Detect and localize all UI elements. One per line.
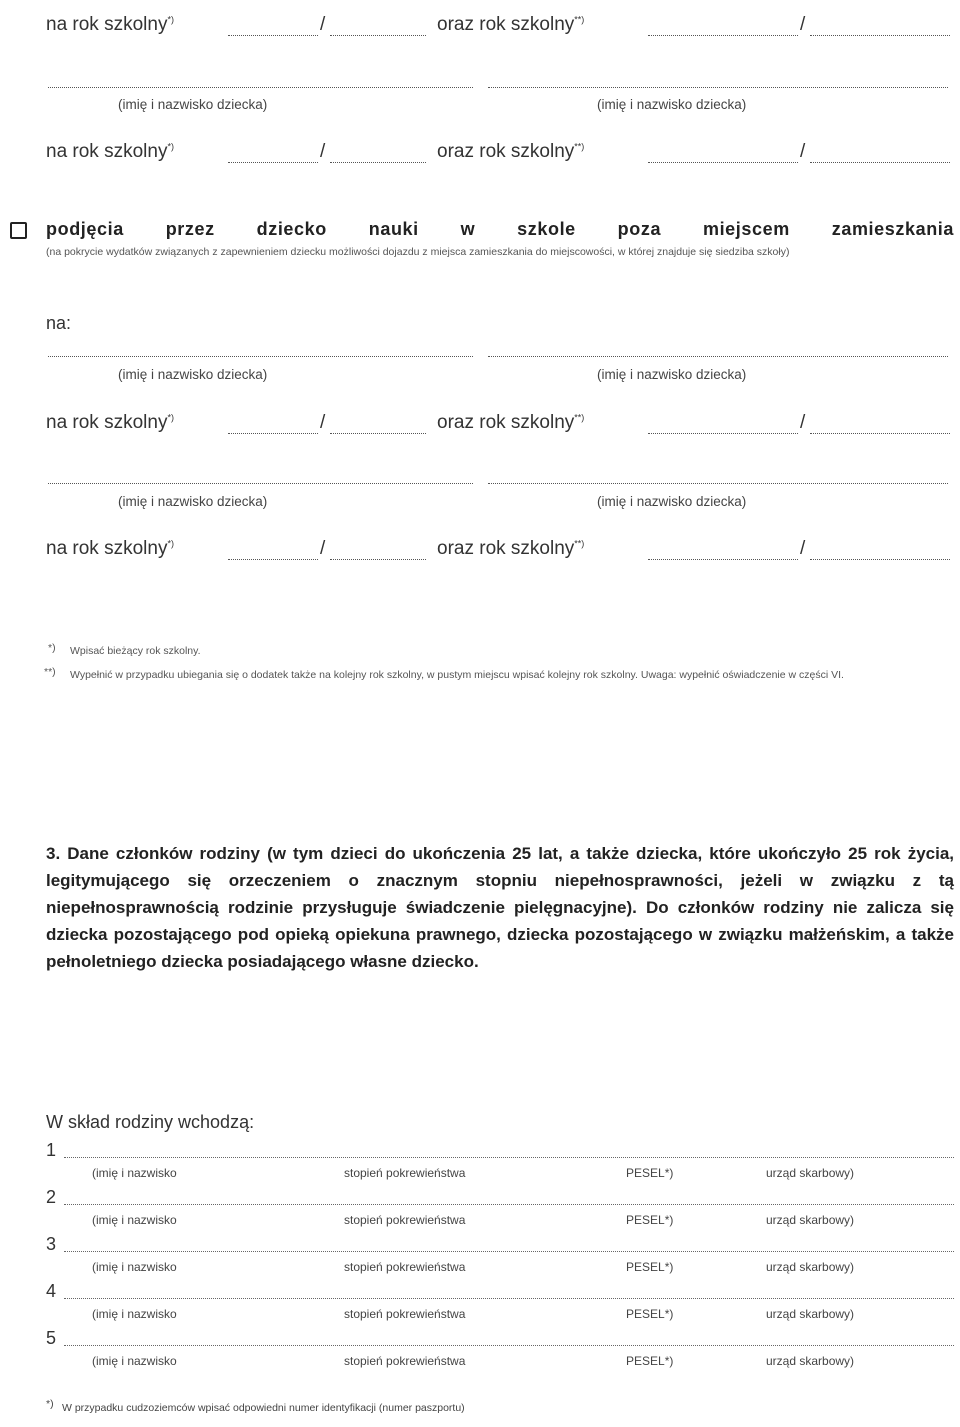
member-col-relation: stopień pokrewieństwa <box>344 1213 466 1227</box>
member-field[interactable] <box>64 1250 954 1252</box>
member-col-tax-office: urząd skarbowy) <box>766 1260 855 1274</box>
member-number: 2 <box>46 1187 57 1207</box>
year-row-and-wrap: oraz rok szkolny**) <box>437 14 585 35</box>
member-number: 1 <box>46 1140 57 1160</box>
member-col-pesel: PESEL*) <box>626 1166 674 1180</box>
slash: / <box>800 538 806 559</box>
slash: / <box>800 14 806 35</box>
slash: / <box>800 412 806 433</box>
year-field[interactable] <box>810 34 950 36</box>
member-col-relation: stopień pokrewieństwa <box>344 1354 466 1368</box>
year-row-and-label: oraz rok szkolny <box>437 412 575 433</box>
child-name-caption: (imię i nazwisko dziecka) <box>597 97 747 112</box>
year-row-label: na rok szkolny <box>46 412 168 433</box>
slash: / <box>320 412 326 433</box>
note-marker: **) <box>44 666 56 678</box>
year-field[interactable] <box>648 161 798 163</box>
member-col-tax-office: urząd skarbowy) <box>766 1213 855 1227</box>
member-col-pesel: PESEL*) <box>626 1307 674 1321</box>
year-row-3: na rok szkolny*) <box>46 412 174 433</box>
member-col-relation: stopień pokrewieństwa <box>344 1307 466 1321</box>
child-name-field[interactable] <box>488 355 948 357</box>
year-field[interactable] <box>228 161 318 163</box>
slash: / <box>320 538 326 559</box>
year-row-and-wrap: oraz rok szkolny**) <box>437 412 585 433</box>
member-col-pesel: PESEL*) <box>626 1354 674 1368</box>
year-row-label: na rok szkolny <box>46 14 168 35</box>
member-col-pesel: PESEL*) <box>626 1260 674 1274</box>
year-field[interactable] <box>648 432 798 434</box>
year-row-2: na rok szkolny*) <box>46 141 174 162</box>
year-row-1: na rok szkolny*) <box>46 14 174 35</box>
year-field[interactable] <box>648 34 798 36</box>
member-col-relation: stopień pokrewieństwa <box>344 1166 466 1180</box>
year-row-and-label: oraz rok szkolny <box>437 538 575 559</box>
member-col-tax-office: urząd skarbowy) <box>766 1166 855 1180</box>
child-name-caption: (imię i nazwisko dziecka) <box>118 494 268 509</box>
year-field[interactable] <box>810 161 950 163</box>
year-row-and-label: oraz rok szkolny <box>437 141 575 162</box>
year-field[interactable] <box>810 432 950 434</box>
year-row-label: na rok szkolny <box>46 538 168 559</box>
na-label: na: <box>46 313 72 333</box>
member-field[interactable] <box>64 1203 954 1205</box>
member-col-tax-office: urząd skarbowy) <box>766 1354 855 1368</box>
child-name-caption: (imię i nazwisko dziecka) <box>118 367 268 382</box>
slash: / <box>320 141 326 162</box>
member-number: 3 <box>46 1234 57 1254</box>
note-text: Wypełnić w przypadku ubiegania się o dodatek także na kolejny rok szkolny, w pustym miejscu wpisać kolejny rok szkolny. Uwaga: wypełnić oświadczenie w części VI. <box>70 669 844 681</box>
member-col-name: (imię i nazwisko <box>92 1213 177 1227</box>
year-row-label: na rok szkolny <box>46 141 168 162</box>
member-number: 4 <box>46 1281 57 1301</box>
child-name-caption: (imię i nazwisko dziecka) <box>597 494 747 509</box>
member-col-name: (imię i nazwisko <box>92 1307 177 1321</box>
member-col-pesel: PESEL*) <box>626 1213 674 1227</box>
year-field[interactable] <box>648 558 798 560</box>
option-heading: podjęcia przez dziecko nauki w szkole poza miejscem zamieszkania <box>46 219 954 239</box>
note-marker: *) <box>48 642 56 654</box>
child-name-field[interactable] <box>488 86 948 88</box>
year-row-and-label: oraz rok szkolny <box>437 14 575 35</box>
year-row-and-wrap: oraz rok szkolny**) <box>437 538 585 559</box>
child-name-field[interactable] <box>488 482 948 484</box>
option-checkbox[interactable] <box>10 222 27 239</box>
year-row-4: na rok szkolny*) <box>46 538 174 559</box>
member-number: 5 <box>46 1328 57 1348</box>
child-name-caption: (imię i nazwisko dziecka) <box>597 367 747 382</box>
family-label: W skład rodziny wchodzą: <box>46 1112 255 1132</box>
member-col-relation: stopień pokrewieństwa <box>344 1260 466 1274</box>
year-row-and-wrap: oraz rok szkolny**) <box>437 141 585 162</box>
child-name-field[interactable] <box>48 86 473 88</box>
year-field[interactable] <box>330 432 426 434</box>
year-field[interactable] <box>228 558 318 560</box>
child-name-caption: (imię i nazwisko dziecka) <box>118 97 268 112</box>
member-col-name: (imię i nazwisko <box>92 1166 177 1180</box>
note-text: Wpisać bieżący rok szkolny. <box>70 645 201 657</box>
child-name-field[interactable] <box>48 482 473 484</box>
slash: / <box>320 14 326 35</box>
year-field[interactable] <box>330 558 426 560</box>
slash: / <box>800 141 806 162</box>
section-3-text: 3. Dane członków rodziny (w tym dzieci do ukończenia 25 lat, a także dziecka, które ukończyło 25 rok życia, legitymującego się orzeczeniem o znacznym stopniu niepełnosprawności, jeżeli w związku z tą niepełnosprawnością rodzinie przysługuje świadczenie pielęgnacyjne). Do członków rodziny nie zalicza się dziecka pozostającego pod opieką opiekuna prawnego, dziecka pozostającego w związku małżeńskim, a także pełnoletniego dziecka posiadającego własne dziecko. <box>46 844 954 971</box>
child-name-field[interactable] <box>48 355 473 357</box>
year-field[interactable] <box>810 558 950 560</box>
option-description: (na pokrycie wydatków związanych z zapewnieniem dziecku możliwości dojazdu z miejsca zamieszkania do miejscowości, w której znajduje się siedziba szkoły) <box>46 246 790 258</box>
year-field[interactable] <box>330 161 426 163</box>
member-col-name: (imię i nazwisko <box>92 1354 177 1368</box>
year-field[interactable] <box>330 34 426 36</box>
member-col-tax-office: urząd skarbowy) <box>766 1307 855 1321</box>
year-field[interactable] <box>228 432 318 434</box>
member-col-name: (imię i nazwisko <box>92 1260 177 1274</box>
member-field[interactable] <box>64 1297 954 1299</box>
year-field[interactable] <box>228 34 318 36</box>
footnote-marker: *) <box>46 1398 54 1410</box>
member-field[interactable] <box>64 1156 954 1158</box>
member-field[interactable] <box>64 1344 954 1346</box>
footnote-text: W przypadku cudzoziemców wpisać odpowiedni numer identyfikacji (numer paszportu) <box>62 1402 465 1414</box>
